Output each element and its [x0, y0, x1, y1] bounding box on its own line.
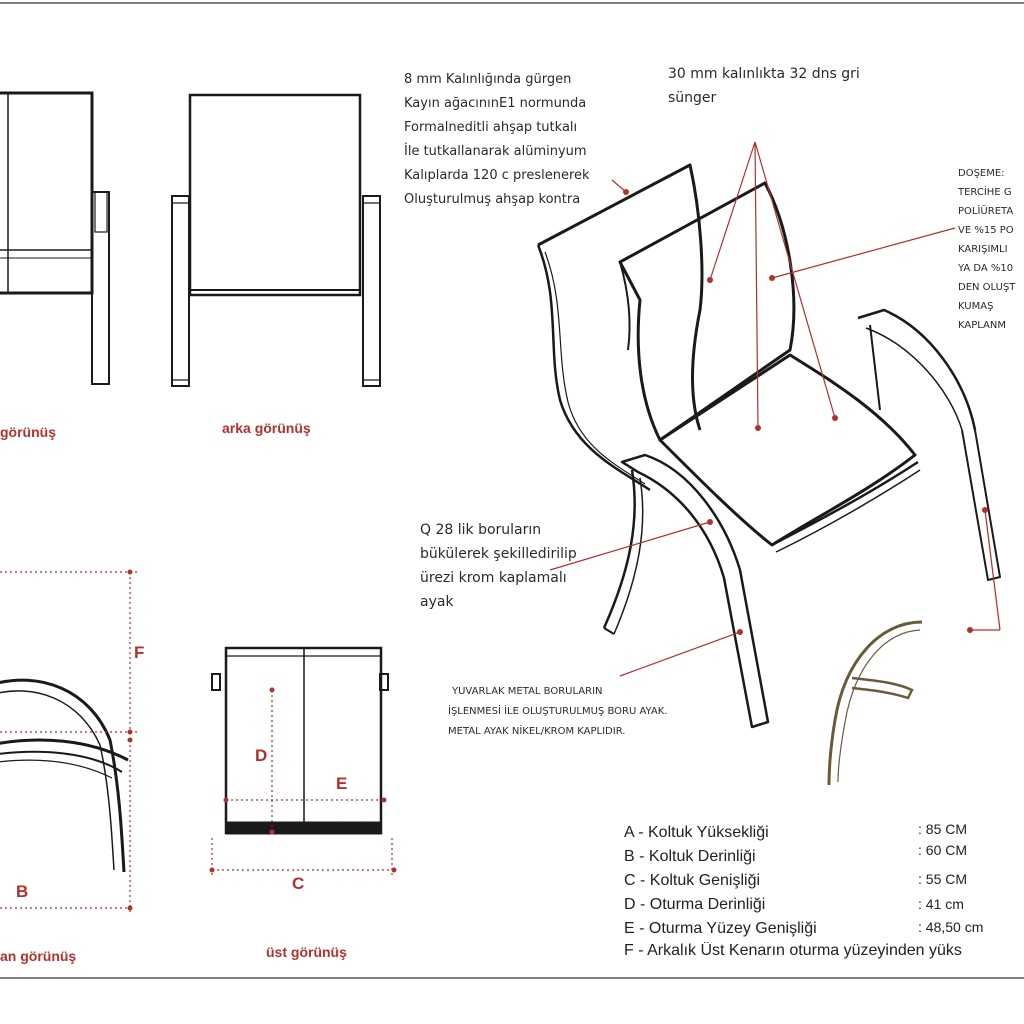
upholstery-annotation	[958, 168, 1024, 338]
annotation-line: ürezi krom kaplamalı	[420, 570, 567, 586]
spec-value: : 41 cm	[918, 896, 964, 912]
annotation-line: KARIŞIMLI	[958, 244, 1008, 255]
spec-label: E - Oturma Yüzey Genişliği	[624, 920, 817, 937]
side-view-drawing	[0, 680, 128, 872]
isometric-chair-drawing	[538, 165, 1000, 727]
annotation-line: METAL AYAK NİKEL/KROM KAPLIDIR.	[448, 726, 626, 737]
annotation-line: 30 mm kalınlıkta 32 dns gri	[668, 66, 860, 82]
front-view-label: görünüş	[0, 424, 56, 440]
spec-value: : 48,50 cm	[918, 919, 984, 935]
annotation-line: KAPLANM	[958, 320, 1007, 331]
annotation-line: sünger	[668, 90, 717, 106]
annotation-line: Kayın ağacınınE1 normunda	[404, 96, 587, 111]
annotation-line: KUMAŞ	[958, 301, 994, 312]
annotation-line: DOŞEME:	[958, 168, 1005, 179]
annotation-line: Q 28 lik boruların	[420, 522, 542, 538]
spec-value: : 60 CM	[918, 842, 968, 858]
spec-value: : 85 CM	[918, 821, 968, 837]
spec-value: : 55 CM	[918, 871, 968, 887]
side-view-label: an görünüş	[0, 948, 77, 964]
back-view-label: arka görünüş	[222, 420, 311, 436]
annotation-line: DEN OLUŞT	[958, 282, 1016, 293]
spec-label: D - Oturma Derinliği	[624, 896, 766, 913]
annotation-line: İle tutkallanarak alüminyum	[404, 144, 587, 159]
annotation-line: bükülerek şekilledirilip	[420, 546, 577, 562]
annotation-line: İŞLENMESİ İLE OLUŞTURULMUŞ BORU AYAK.	[448, 706, 668, 717]
annotation-line: Oluşturulmuş ahşap kontra	[404, 192, 581, 207]
dim-letter-f: F	[134, 643, 145, 662]
annotation-line: Formalneditli ahşap tutkalı	[404, 120, 578, 135]
annotation-line: YA DA %10	[958, 263, 1014, 274]
leg-detail-drawing	[829, 622, 922, 785]
front-view-drawing	[0, 93, 109, 384]
dim-letter-c: C	[292, 874, 305, 893]
dim-letter-e: E	[336, 774, 348, 793]
dim-letter-d: D	[255, 746, 268, 765]
back-view-drawing	[172, 95, 380, 386]
spec-label: B - Koltuk Derinliği	[624, 848, 756, 865]
annotation-line: Kalıplarda 120 c preslenerek	[404, 168, 590, 183]
top-view-dimensions	[212, 690, 394, 875]
spec-label: A - Koltuk Yüksekliği	[624, 824, 769, 841]
top-view-drawing	[212, 648, 388, 834]
annotation-line: ayak	[420, 594, 454, 610]
annotation-line: 8 mm Kalınlığında gürgen	[404, 72, 572, 87]
spec-label: C - Koltuk Genişliği	[624, 872, 761, 889]
top-view-label: üst görünüş	[266, 944, 347, 960]
annotation-line: YUVARLAK METAL BORULARIN	[452, 686, 603, 697]
spec-label: F - Arkalık Üst Kenarın oturma yüzeyinden yüks	[624, 942, 962, 959]
annotation-line: POLİÜRETA	[958, 206, 1014, 217]
annotation-line: TERCİHE G	[958, 187, 1012, 198]
annotation-line: VE %15 PO	[958, 225, 1014, 236]
dim-letter-b: B	[16, 882, 29, 901]
